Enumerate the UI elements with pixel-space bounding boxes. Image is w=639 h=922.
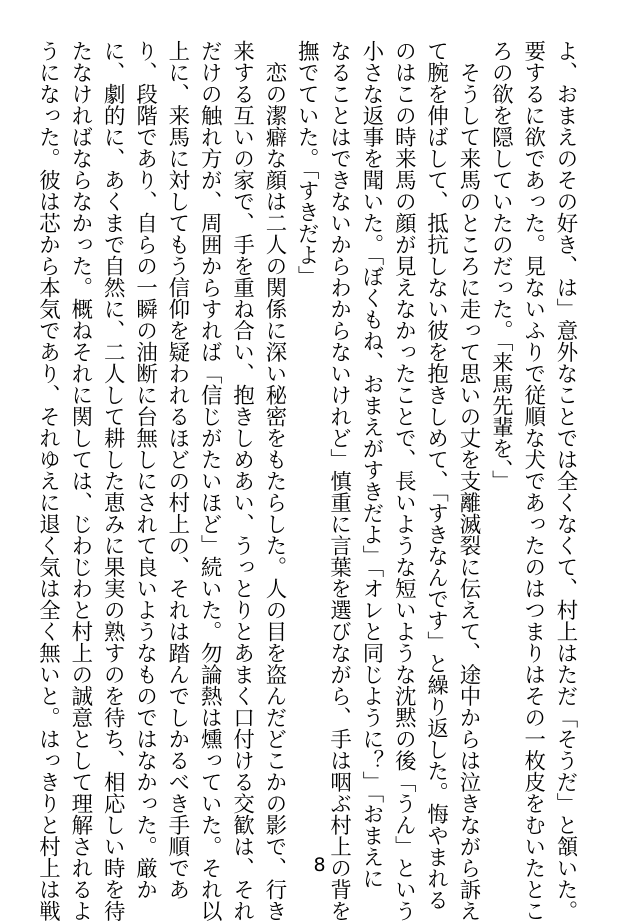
text-line: 撫でていた。「すきだよ」 xyxy=(294,40,320,288)
text-line: て腕を伸ばして、抵抗しない彼を抱きしめて、「すきなんです」と繰り返した。悔やまれる xyxy=(423,40,449,911)
vertical-body-text xyxy=(31,40,581,922)
text-line: 要するに欲であった。見ないふりで従順な犬であったのはつまりはその一枚皮をむいたとこ xyxy=(520,40,546,922)
text-line: 小さな返事を聞いた。「ぼくもね、おまえがすきだよ」「オレと同じように？」「おまえに xyxy=(358,40,384,890)
text-line: よ、おまえのその好き、は」意外なことでは全くなくて、村上はただ「そうだ」と頷いた。 xyxy=(553,40,578,922)
text-line: そうして来馬のところに走って思いの丈を支離滅裂に伝えて、途中からは泣きながら訴え xyxy=(455,40,481,922)
text-line: 来する互いの家で、手を重ね合い、抱きしめあい、うっとりとあまく口付ける交歓は、それ xyxy=(229,40,255,922)
text-line: たなければならなかった。概ねそれに関しては、じわじわと村上の誠意として理解されるよ xyxy=(67,40,93,922)
text-line: 恋の潔癖な顔は二人の関係に深い秘密をもたらした。人の目を盗んだどこかの影で、行き xyxy=(261,40,287,922)
text-line: だけの触れ方が、周囲からすれば「信じがたいほど」続いた。勿論熱は燻っていた。それ以 xyxy=(197,40,223,922)
text-line: うになった。彼は芯から本気であり、それゆえに退く気は全く無いと。はっきりと村上は戦 xyxy=(35,40,61,922)
text-line: ろの欲を隠していたのだった。「来馬先輩を、」 xyxy=(488,40,514,492)
text-line: に、劇的に、あくまで自然に、二人して耕した恵みに果実の熟すのを待ち、相応しい時を待 xyxy=(100,40,126,922)
text-line: なることはできないからわからないけれど」慎重に言葉を選びながら、手は咽ぶ村上の背を xyxy=(326,40,352,922)
page-number: 8 xyxy=(313,854,326,876)
text-line: 上に、来馬に対してもう信仰を疑われるほどの村上の、それは踏んでしかるべき手順であ xyxy=(164,40,190,900)
text-line: り、段階であり、自らの一瞬の油断に台無しにされて良いようなものではなかった。厳か xyxy=(132,40,158,900)
text-line: のはこの時来馬の顔が見えなかったことで、長いような短いような沈黙の後「うん」という xyxy=(391,40,417,922)
